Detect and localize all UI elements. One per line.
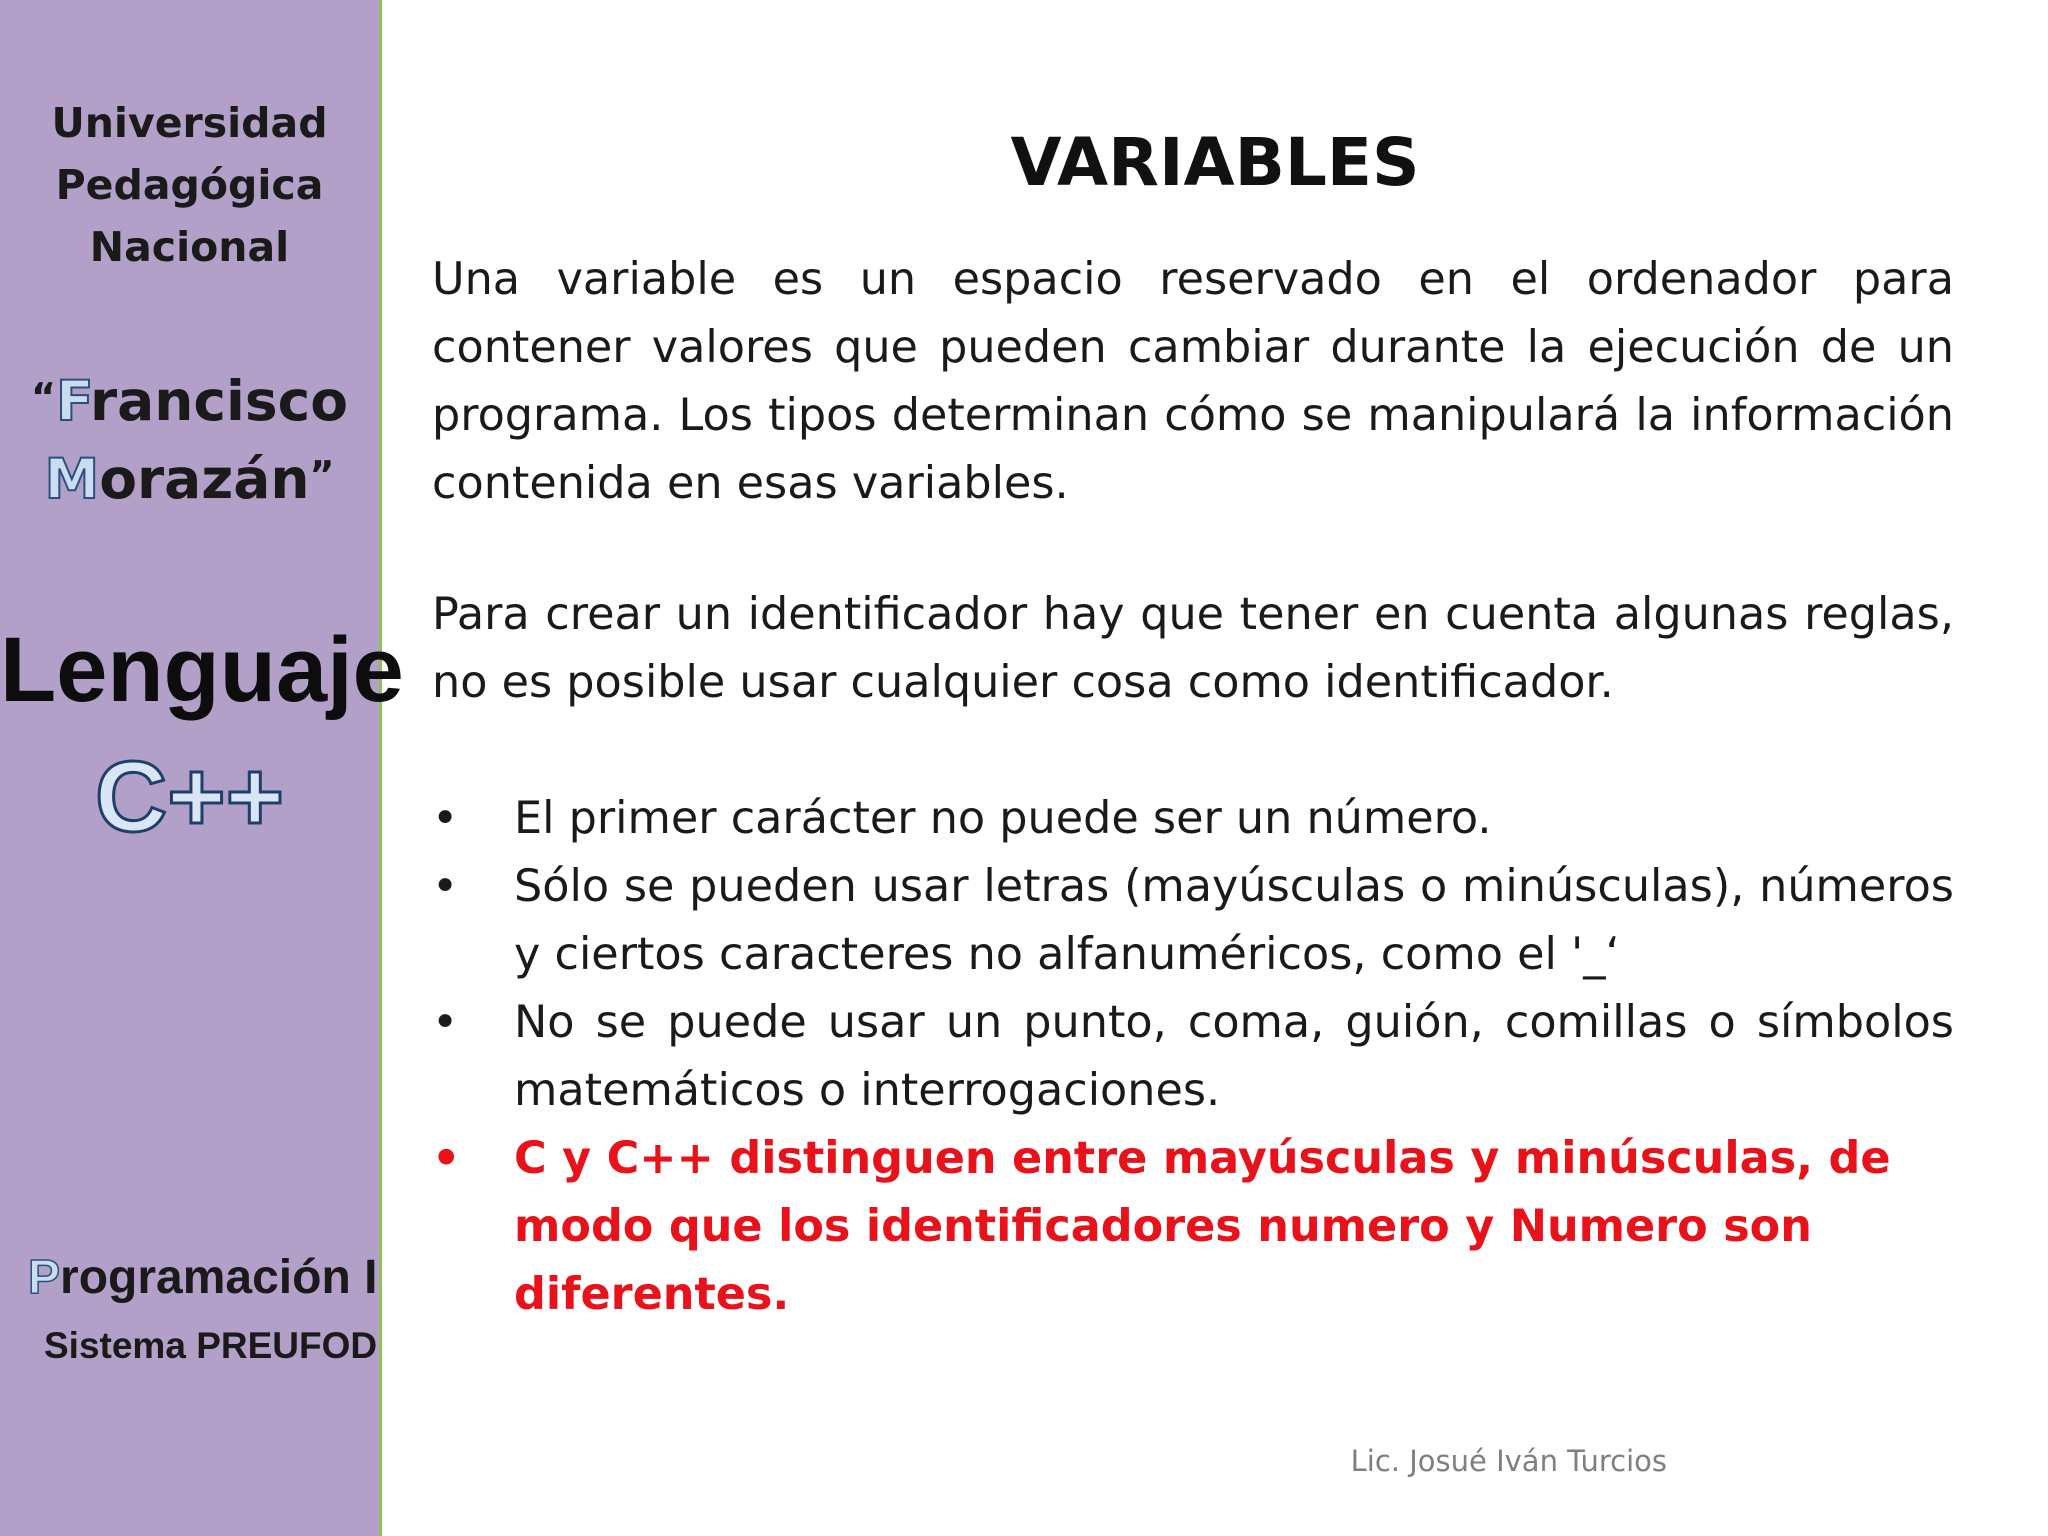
name-line-1 <box>0 360 379 438</box>
slide-title: VARIABLES <box>1010 124 1420 201</box>
list-item <box>432 853 1954 989</box>
bullet-icon: • <box>432 793 459 844</box>
course-rest: rogramación I <box>60 1251 378 1304</box>
rule-text: Sólo se pueden usar letras (mayúsculas o minúsculas), números y ciertos caracteres no alfanuméricos, como el '_‘ <box>514 861 1954 980</box>
university-line-2: Pedagógica <box>55 161 324 209</box>
paragraph-definition: Una variable es un espacio reservado en el ordenador para contener valores que pueden cambiar durante la ejecución de un programa. Los tipos determinan cómo se manipulará la información contenida en esas variables. <box>432 254 1954 509</box>
list-item <box>432 989 1954 1125</box>
language-cpp-logo: C++ <box>94 741 284 853</box>
slide-footer-author: Lic. Josué Iván Turcios <box>1350 1444 1667 1478</box>
paragraph-rules-intro: Para crear un identificador hay que tener en cuenta algunas reglas, no es posible usar cualquier cosa como identificador. <box>432 589 1954 708</box>
university-line-1: Universidad <box>51 99 328 147</box>
bullet-icon: • <box>432 997 459 1048</box>
sidebar <box>0 0 404 1536</box>
rule-text: C y C++ distinguen entre mayúsculas y minúsculas, de modo que los identificadores numero y Numero son diferentes. <box>514 1133 1891 1320</box>
name-initial-f: F <box>55 369 91 433</box>
course-label <box>28 1250 377 1306</box>
name-initial-m: M <box>44 447 100 511</box>
bullet-icon: • <box>432 861 459 912</box>
university-line-3: Nacional <box>89 223 290 271</box>
rule-text: El primer carácter no puede ser un número. <box>514 793 1492 844</box>
close-quote: ” <box>309 453 335 497</box>
language-label: Lenguaje <box>0 619 404 721</box>
list-item-highlight <box>432 1125 1954 1329</box>
rule-text: No se puede usar un punto, coma, guión, comillas o símbolos matemáticos o interrogaciones. <box>514 997 1954 1116</box>
francisco-morazan-title <box>0 360 379 516</box>
course-initial: P <box>28 1251 61 1304</box>
list-item <box>432 785 1954 853</box>
name-rest-2: orazán <box>99 447 310 511</box>
name-rest-1: rancisco <box>90 369 349 433</box>
rules-list <box>432 785 1954 1329</box>
university-name <box>0 92 379 278</box>
bullet-icon: • <box>432 1133 461 1184</box>
name-line-2 <box>0 438 379 516</box>
open-quote: “ <box>30 375 56 419</box>
system-label: Sistema PREUFOD <box>44 1325 378 1366</box>
